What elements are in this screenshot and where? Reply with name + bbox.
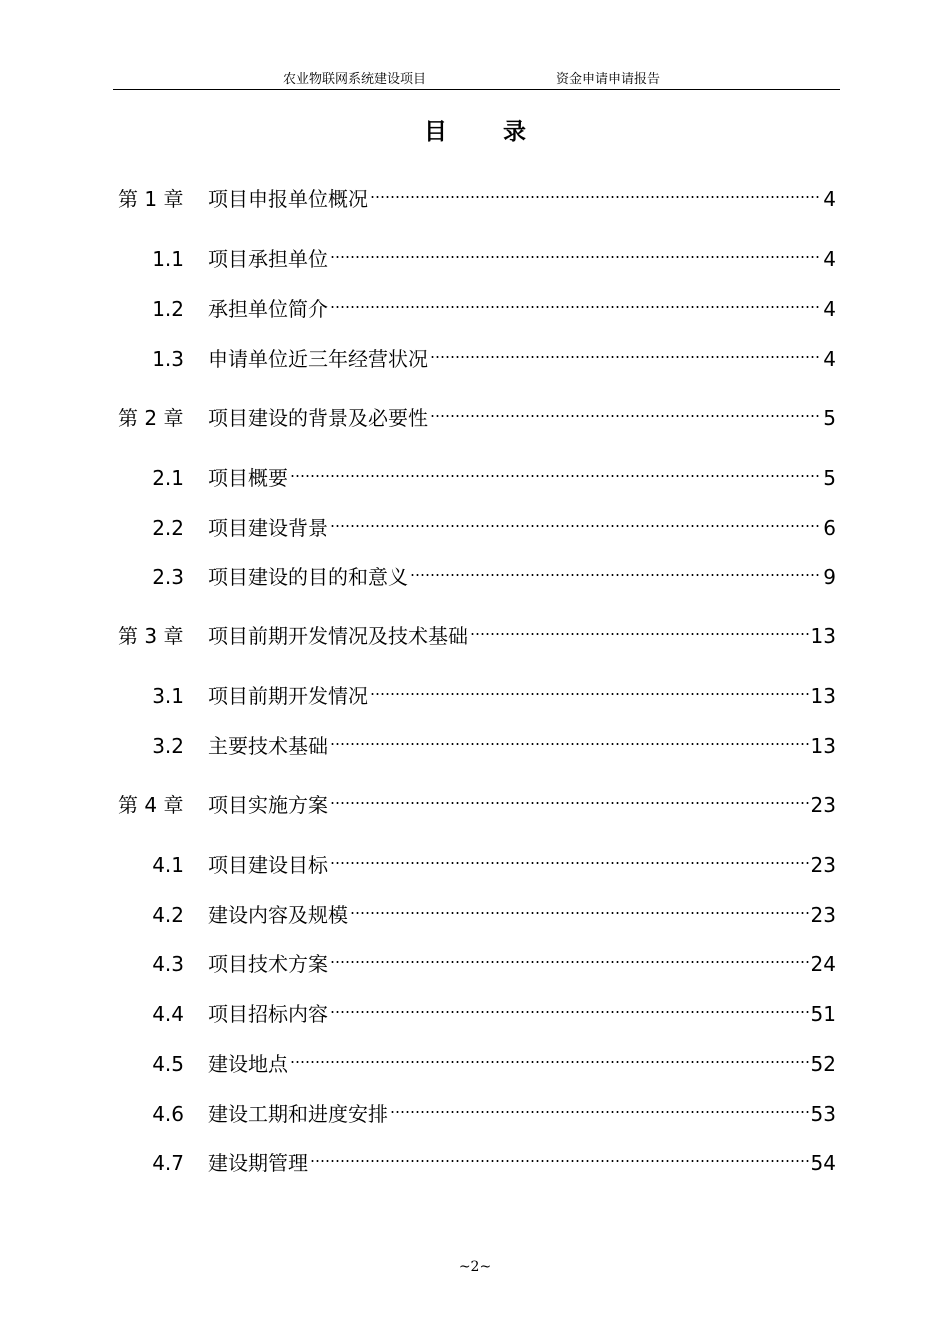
toc-entry-label: 建设地点 <box>208 1052 288 1076</box>
toc-entry-number: 4.7 <box>152 1151 184 1175</box>
header-project-name: 农业物联网系统建设项目 <box>283 72 427 87</box>
toc-entry[interactable] <box>118 455 836 490</box>
toc-dot-leader <box>330 236 821 266</box>
toc-entry[interactable] <box>118 1041 836 1076</box>
toc-dot-leader <box>430 336 821 366</box>
toc-dot-leader <box>390 1091 809 1121</box>
toc-entry[interactable] <box>118 554 836 589</box>
toc-entry-number: 4.6 <box>152 1102 184 1126</box>
toc-entry[interactable] <box>118 941 836 976</box>
toc-entry-number: 2.3 <box>152 565 184 589</box>
toc-dot-leader <box>370 176 821 206</box>
toc-dot-leader <box>330 782 809 812</box>
toc-entry-number: 4.2 <box>152 903 184 927</box>
toc-dot-leader <box>330 505 821 535</box>
toc-entry[interactable] <box>118 991 836 1026</box>
toc-entry-page: 4 <box>823 297 836 321</box>
toc-entry-label: 项目技术方案 <box>208 952 328 976</box>
page-header <box>113 70 840 90</box>
toc-entry-number: 4.1 <box>152 853 184 877</box>
toc-dot-leader <box>410 554 821 584</box>
toc-entry[interactable] <box>118 1091 836 1126</box>
toc-entry[interactable] <box>118 395 836 430</box>
toc-entry-number: 1.3 <box>152 347 184 371</box>
toc-dot-leader <box>290 1041 809 1071</box>
toc-entry-number: 4.4 <box>152 1002 184 1026</box>
toc-entry[interactable] <box>118 613 836 648</box>
toc-entry-label: 项目实施方案 <box>208 793 328 817</box>
toc-dot-leader <box>310 1140 809 1170</box>
toc-entry-label: 建设内容及规模 <box>208 903 348 927</box>
toc-entry-label: 项目前期开发情况及技术基础 <box>208 624 468 648</box>
toc-entry-label: 建设工期和进度安排 <box>208 1102 388 1126</box>
toc-entry-label: 项目建设的背景及必要性 <box>208 406 428 430</box>
toc-entry-label: 项目概要 <box>208 466 288 490</box>
toc-entry[interactable] <box>118 782 836 817</box>
toc-dot-leader <box>330 286 821 316</box>
toc-dot-leader <box>290 455 821 485</box>
toc-entry-number: 2.1 <box>152 466 184 490</box>
toc-entry[interactable] <box>118 236 836 271</box>
toc-entry-page: 52 <box>810 1052 836 1076</box>
toc-entry-number: 1.2 <box>152 297 184 321</box>
toc-entry-number: 3.1 <box>152 684 184 708</box>
toc-entry-number: 第 2 章 <box>118 406 184 430</box>
toc-dot-leader <box>330 842 809 872</box>
toc-entry-page: 24 <box>810 952 836 976</box>
toc-entry-page: 23 <box>810 853 836 877</box>
toc-entry-label: 项目承担单位 <box>208 247 328 271</box>
toc-dot-leader <box>330 991 809 1021</box>
page-title: 目录 <box>424 119 582 145</box>
toc-dot-leader <box>330 941 809 971</box>
toc-entry[interactable] <box>118 176 836 211</box>
toc-dot-leader <box>470 613 809 643</box>
toc-entry-label: 申请单位近三年经营状况 <box>208 347 428 371</box>
toc-entry-label: 项目建设背景 <box>208 516 328 540</box>
toc-entry[interactable] <box>118 1140 836 1175</box>
toc-entry-page: 13 <box>810 734 836 758</box>
toc-entry-page: 54 <box>810 1151 836 1175</box>
toc-dot-leader <box>330 723 809 753</box>
toc-entry-label: 承担单位简介 <box>208 297 328 321</box>
toc-entry-number: 4.5 <box>152 1052 184 1076</box>
toc-entry-number: 第 1 章 <box>118 187 184 211</box>
toc-dot-leader <box>350 892 809 922</box>
toc-entry[interactable] <box>118 336 836 371</box>
toc-entry[interactable] <box>118 505 836 540</box>
toc-entry-page: 4 <box>823 187 836 211</box>
page-number: ~2~ <box>458 1259 492 1275</box>
toc-dot-leader <box>430 395 821 425</box>
toc-entry[interactable] <box>118 892 836 927</box>
toc-entry-page: 13 <box>810 624 836 648</box>
toc-entry-label: 项目建设目标 <box>208 853 328 877</box>
toc-entry-label: 项目招标内容 <box>208 1002 328 1026</box>
toc-entry-number: 第 3 章 <box>118 624 184 648</box>
toc-entry[interactable] <box>118 842 836 877</box>
toc-entry-label: 项目申报单位概况 <box>208 187 368 211</box>
toc-entry[interactable] <box>118 286 836 321</box>
toc-entry-page: 6 <box>823 516 836 540</box>
toc-dot-leader <box>370 673 809 703</box>
toc-entry-page: 9 <box>823 565 836 589</box>
toc-entry[interactable] <box>118 673 836 708</box>
toc-entry-number: 1.1 <box>152 247 184 271</box>
toc-entry-page: 53 <box>810 1102 836 1126</box>
toc-entry-page: 13 <box>810 684 836 708</box>
toc-entry-label: 建设期管理 <box>208 1151 308 1175</box>
toc-entry-label: 主要技术基础 <box>208 734 328 758</box>
toc-entry[interactable] <box>118 723 836 758</box>
toc-entry-page: 23 <box>810 903 836 927</box>
toc-entry-page: 5 <box>823 466 836 490</box>
toc-entry-page: 23 <box>810 793 836 817</box>
toc-entry-page: 4 <box>823 347 836 371</box>
toc-entry-page: 51 <box>810 1002 836 1026</box>
toc-entry-label: 项目前期开发情况 <box>208 684 368 708</box>
toc-entry-page: 4 <box>823 247 836 271</box>
toc-entry-number: 2.2 <box>152 516 184 540</box>
header-report-type: 资金申请申请报告 <box>556 72 661 87</box>
toc-entry-number: 第 4 章 <box>118 793 184 817</box>
toc-entry-number: 4.3 <box>152 952 184 976</box>
toc-entry-page: 5 <box>823 406 836 430</box>
toc-entry-label: 项目建设的目的和意义 <box>208 565 408 589</box>
toc-entry-number: 3.2 <box>152 734 184 758</box>
